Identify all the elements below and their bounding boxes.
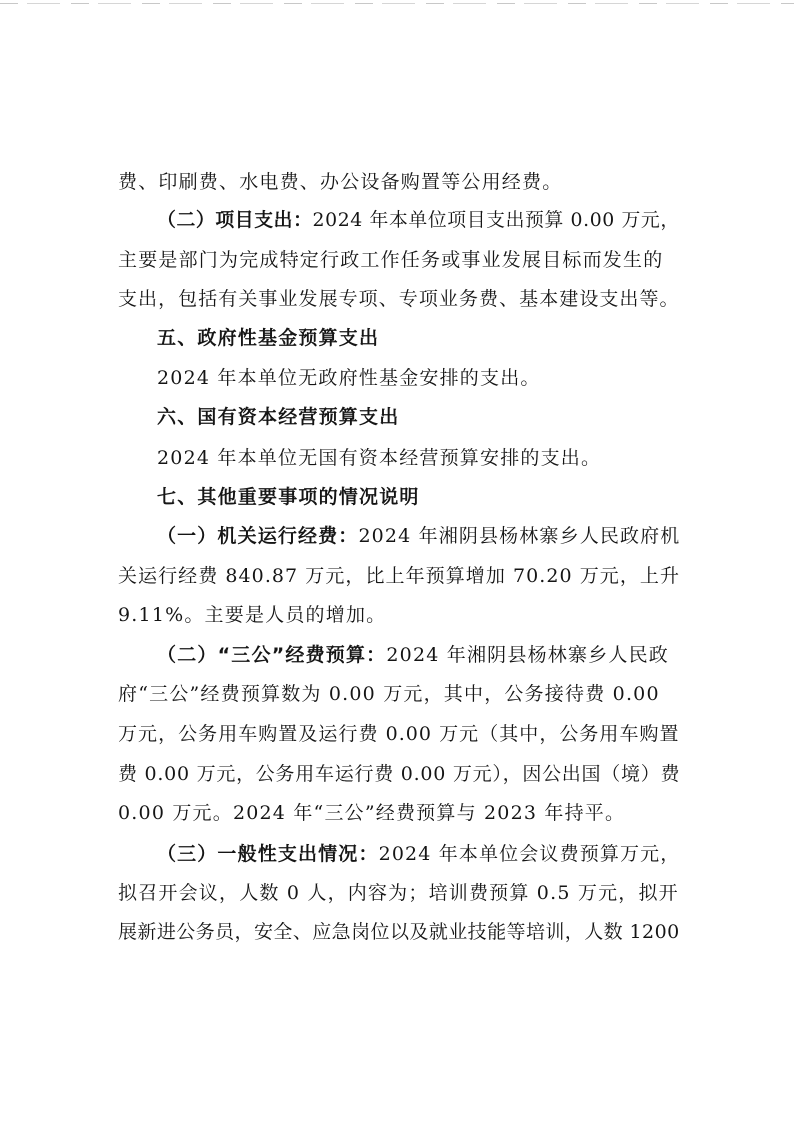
text-line: 费、印刷费、水电费、办公设备购置等公用经费。 xyxy=(118,171,563,193)
text-span: 2024 年湘阴县杨林寨乡人民政府机 xyxy=(358,525,681,547)
paragraph-project-expenditure xyxy=(157,208,680,232)
section-label: （一）机关运行经费： xyxy=(157,525,359,547)
section-heading: 七、其他重要事项的情况说明 xyxy=(157,486,420,508)
text-line: 2024 年本单位无国有资本经营预算安排的支出。 xyxy=(157,447,602,469)
section-label: （二）项目支出： xyxy=(157,209,313,231)
text-line: 费 0.00 万元，公务用车运行费 0.00 万元），因公出国（境）费 xyxy=(118,763,681,785)
text-line: 0.00 万元。2024 年“三公”经费预算与 2023 年持平。 xyxy=(118,802,626,824)
text-line: 主要是部门为完成特定行政工作任务或事业发展目标而发生的 xyxy=(118,249,664,271)
text-line: 拟召开会议，人数 0 人，内容为；培训费预算 0.5 万元，拟开 xyxy=(118,882,679,904)
text-line: 府“三公”经费预算数为 0.00 万元，其中，公务接待费 0.00 xyxy=(118,683,660,705)
text-line: 支出，包括有关事业发展专项、专项业务费、基本建设支出等。 xyxy=(118,288,680,310)
paragraph-operating-costs xyxy=(157,524,680,548)
text-span: 2024 年湘阴县杨林寨乡人民政 xyxy=(386,644,669,666)
text-line: 展新进公务员，安全、应急岗位以及就业技能等培训，人数 1200 xyxy=(118,921,680,943)
section-heading: 六、国有资本经营预算支出 xyxy=(157,406,400,428)
section-label: （二）“三公”经费预算： xyxy=(157,644,387,666)
text-span: 2024 年本单位项目支出预算 0.00 万元， xyxy=(312,209,680,231)
scan-edge-artifact xyxy=(0,3,794,4)
text-span: 2024 年本单位会议费预算万元， xyxy=(378,843,681,865)
section-label: （三）一般性支出情况： xyxy=(157,843,379,865)
text-line: 万元，公务用车购置及运行费 0.00 万元（其中，公务用车购置 xyxy=(118,723,680,745)
text-line: 9.11%。主要是人员的增加。 xyxy=(118,604,387,626)
section-heading: 五、政府性基金预算支出 xyxy=(157,327,380,349)
text-line: 2024 年本单位无政府性基金安排的支出。 xyxy=(157,367,541,389)
paragraph-three-public-budget xyxy=(157,643,669,667)
paragraph-general-expenditure xyxy=(157,842,680,866)
text-line: 关运行经费 840.87 万元，比上年预算增加 70.20 万元，上升 xyxy=(118,565,681,587)
